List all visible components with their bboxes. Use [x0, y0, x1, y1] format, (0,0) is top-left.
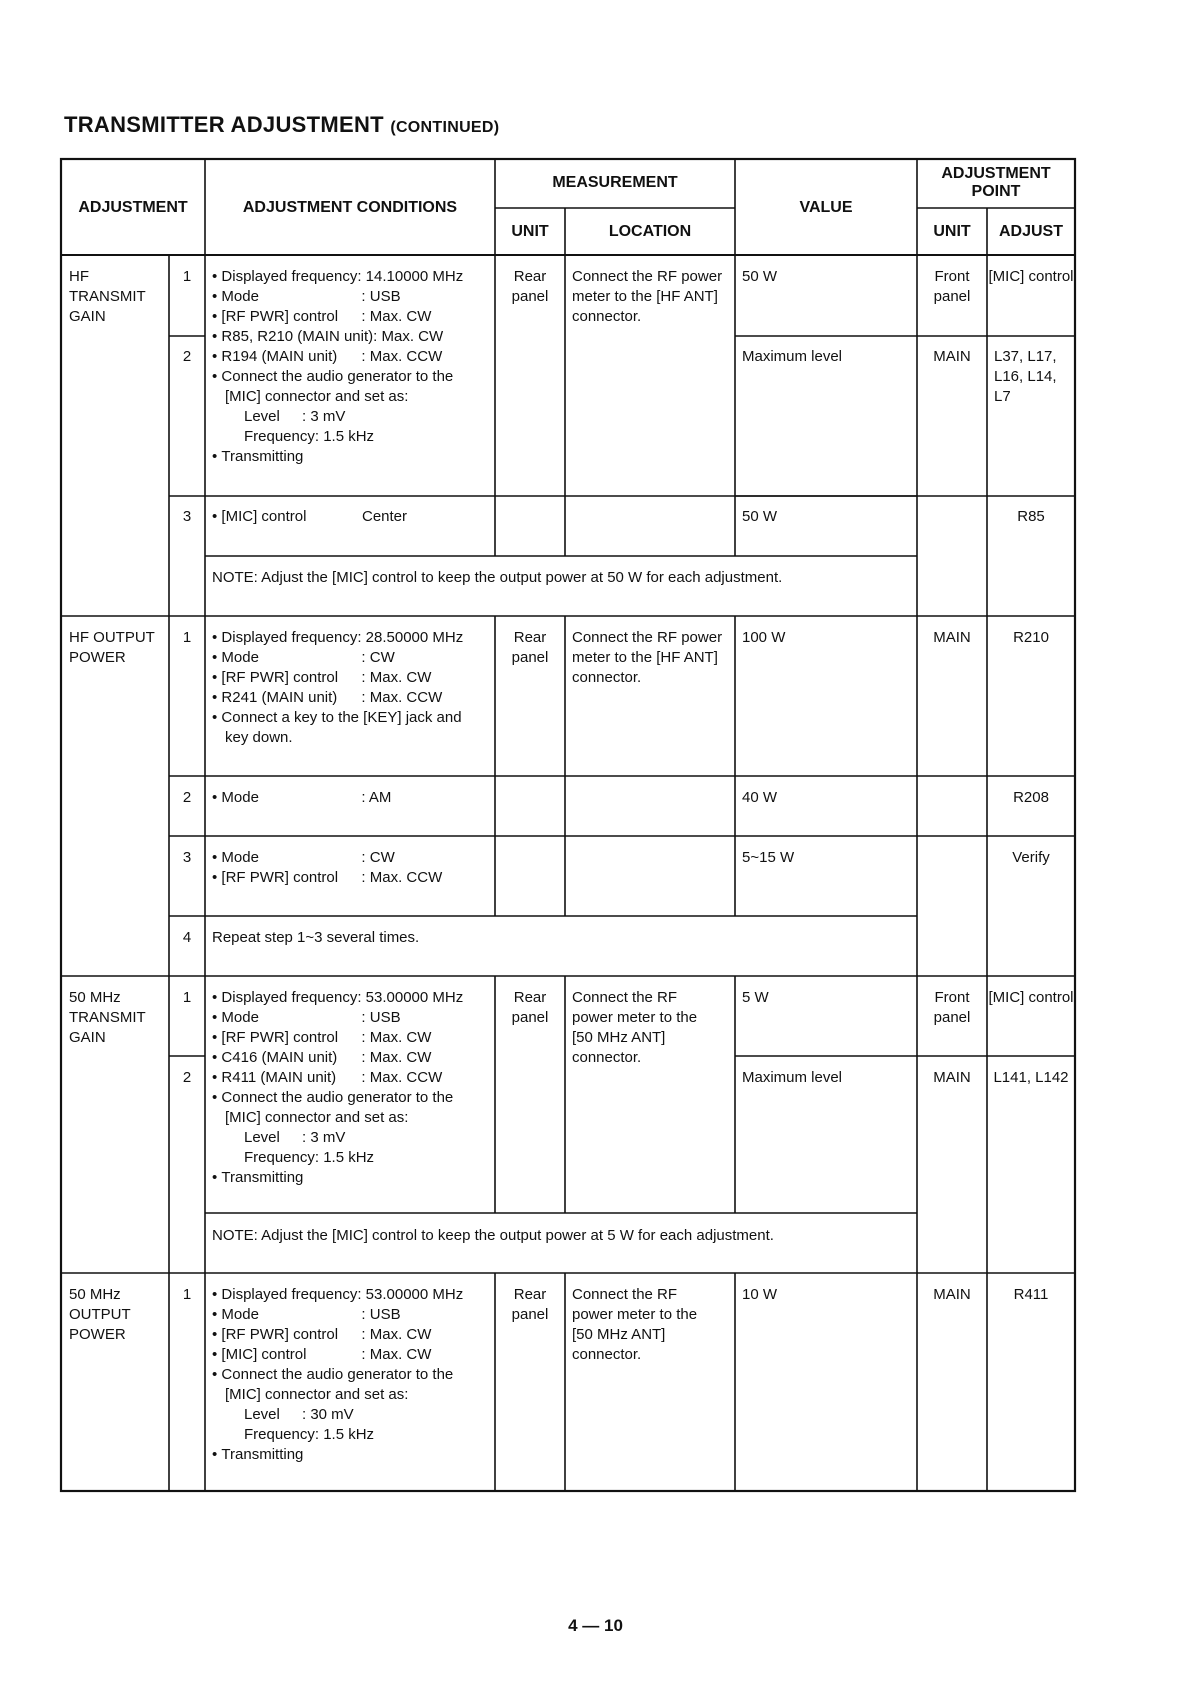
- mhz50-power-cond-rfpwr-value: : Max. CW: [361, 1326, 432, 1343]
- hf-gain-step-1: 1: [182, 268, 192, 285]
- hf-power-cond-r241-value: : Max. CCW: [361, 689, 443, 706]
- hf-gain-note: NOTE: Adjust the [MIC] control to keep the output power at 50 W for each adjustment.: [212, 569, 783, 586]
- mhz50-gain-cond-transmitting: • Transmitting: [212, 1168, 463, 1188]
- mhz50-gain-measure-unit: Rear panel: [511, 989, 549, 1026]
- hf-power-cond-rfpwr-label: [RF PWR] control: [221, 669, 339, 686]
- header-conditions: ADJUSTMENT CONDITIONS: [242, 199, 458, 216]
- hf-power-value-2: 40 W: [742, 789, 778, 806]
- mhz50-gain-cond-level-value: : 3 mV: [302, 1129, 346, 1146]
- hf-power-cond-freq: • Displayed frequency: 28.50000 MHz: [212, 628, 463, 648]
- mhz50-gain-cond-rfpwr-value: : Max. CW: [361, 1029, 432, 1046]
- mhz50-gain-cond-freq: • Displayed frequency: 53.00000 MHz: [212, 988, 463, 1008]
- header-adjust-unit: UNIT: [933, 223, 971, 240]
- hf-gain-adjust-1: [MIC] control: [988, 268, 1074, 285]
- hf-gain-step-3: 3: [182, 508, 192, 525]
- mhz50-gain-adjust-2: L141, L142: [993, 1069, 1069, 1086]
- hf-gain-adjust-3: R85: [1017, 508, 1045, 525]
- header-adjust: ADJUST: [998, 223, 1063, 240]
- header-measurement-unit: UNIT: [511, 223, 549, 240]
- header-adjustment-point: ADJUSTMENT POINT: [941, 165, 1051, 200]
- hf-power-cond-3-value-1: : CW: [361, 849, 395, 866]
- hf-power-cond-key: • Connect a key to the [KEY] jack and: [212, 708, 463, 728]
- hf-gain-cond-3: [212, 507, 407, 527]
- hf-power-cond-rfpwr-value: : Max. CW: [361, 669, 432, 686]
- hf-gain-name: HF TRANSMIT GAIN: [69, 268, 146, 325]
- mhz50-gain-step-1: 1: [182, 989, 192, 1006]
- mhz50-gain-measure-location: Connect the RF power meter to the [50 MHz ANT] connector.: [572, 989, 698, 1066]
- mhz50-power-measure-unit: Rear panel: [511, 1286, 549, 1323]
- mhz50-gain-step-2: 2: [182, 1069, 192, 1086]
- hf-power-cond-3-value-2: : Max. CCW: [361, 869, 443, 886]
- mhz50-power-cond-mic-label: [MIC] control: [221, 1346, 307, 1363]
- mhz50-gain-cond-r411-value: : Max. CCW: [361, 1069, 443, 1086]
- mhz50-gain-name: 50 MHz TRANSMIT GAIN: [69, 989, 146, 1046]
- hf-power-cond-2: [212, 788, 391, 808]
- mhz50-power-cond-connect: • Connect the audio generator to the: [212, 1365, 463, 1385]
- mhz50-power-name: 50 MHz OUTPUT POWER: [69, 1286, 131, 1343]
- mhz50-gain-cond-mode-label: Mode: [221, 1009, 259, 1026]
- hf-power-step-1: 1: [182, 629, 192, 646]
- mhz50-power-cond-connect-2: [MIC] connector and set as:: [225, 1386, 409, 1403]
- title-sub: (CONTINUED): [390, 119, 500, 136]
- mhz50-gain-cond-frequency: Frequency: 1.5 kHz: [244, 1149, 375, 1166]
- hf-gain-cond-mode-value: : USB: [361, 288, 401, 305]
- mhz50-gain-conditions: [212, 988, 463, 1188]
- hf-power-value-1: 100 W: [742, 629, 786, 646]
- hf-power-cond-mode-label: Mode: [221, 649, 259, 666]
- hf-gain-value-1: 50 W: [742, 268, 778, 285]
- hf-gain-cond-level-value: : 3 mV: [302, 408, 346, 425]
- hf-gain-value-2: Maximum level: [742, 348, 843, 365]
- hf-power-conditions: [212, 628, 463, 748]
- hf-power-cond-mode-value: : CW: [361, 649, 395, 666]
- hf-gain-cond-transmitting: • Transmitting: [212, 447, 463, 467]
- mhz50-gain-adjust-unit-1: Front panel: [933, 989, 971, 1026]
- header-measurement: MEASUREMENT: [552, 174, 678, 191]
- hf-gain-measure-unit: Rear panel: [511, 268, 549, 305]
- hf-power-measure-location: Connect the RF power meter to the [HF ANT] connector.: [572, 629, 723, 686]
- mhz50-gain-adjust-unit-2: MAIN: [933, 1069, 971, 1086]
- mhz50-gain-value-2: Maximum level: [742, 1069, 843, 1086]
- hf-power-name: HF OUTPUT POWER: [69, 629, 155, 666]
- hf-power-cond-4: Repeat step 1~3 several times.: [212, 929, 420, 946]
- hf-gain-conditions: [212, 267, 463, 467]
- mhz50-power-cond-freq: • Displayed frequency: 53.00000 MHz: [212, 1285, 463, 1305]
- hf-gain-cond-connect-2: [MIC] connector and set as:: [225, 388, 409, 405]
- header-value: VALUE: [799, 199, 853, 216]
- hf-power-adjust-1: R210: [1013, 629, 1049, 646]
- hf-power-cond-key-2: key down.: [225, 729, 293, 746]
- hf-gain-adjust-unit-2: MAIN: [933, 348, 971, 365]
- mhz50-gain-cond-c416-label: C416 (MAIN unit): [221, 1049, 338, 1066]
- hf-gain-cond-connect: • Connect the audio generator to the: [212, 367, 463, 387]
- hf-power-measure-unit: Rear panel: [511, 629, 549, 666]
- hf-power-step-3: 3: [182, 849, 192, 866]
- mhz50-power-cond-level-value: : 30 mV: [302, 1406, 354, 1423]
- hf-power-adjust-unit: MAIN: [933, 629, 971, 646]
- mhz50-power-cond-level-label: Level: [244, 1406, 280, 1423]
- header-measurement-location: LOCATION: [608, 223, 692, 240]
- hf-gain-cond-r194-value: : Max. CCW: [361, 348, 443, 365]
- title-main: TRANSMITTER ADJUSTMENT: [64, 112, 384, 137]
- mhz50-power-cond-mode-label: Mode: [221, 1306, 259, 1323]
- mhz50-power-value: 10 W: [742, 1286, 778, 1303]
- hf-power-step-4: 4: [182, 929, 192, 946]
- mhz50-gain-cond-r411-label: R411 (MAIN unit): [221, 1069, 337, 1086]
- hf-gain-cond-r194-label: R194 (MAIN unit): [221, 348, 338, 365]
- mhz50-power-adjust: R411: [1013, 1286, 1049, 1303]
- page-number: 4 — 10: [568, 1616, 623, 1635]
- mhz50-power-conditions: [212, 1285, 463, 1465]
- mhz50-gain-cond-connect: • Connect the audio generator to the: [212, 1088, 463, 1108]
- mhz50-gain-note: NOTE: Adjust the [MIC] control to keep the output power at 5 W for each adjustment.: [212, 1227, 774, 1244]
- hf-gain-measure-location: Connect the RF power meter to the [HF ANT] connector.: [572, 268, 723, 325]
- hf-gain-cond-rfpwr-value: : Max. CW: [361, 308, 432, 325]
- hf-gain-value-3: 50 W: [742, 508, 778, 525]
- hf-gain-cond-3-label: • [MIC] control: [212, 507, 362, 527]
- hf-power-cond-2-value: : AM: [361, 789, 392, 806]
- mhz50-power-cond-mode-value: : USB: [361, 1306, 401, 1323]
- mhz50-power-cond-frequency: Frequency: 1.5 kHz: [244, 1426, 375, 1443]
- header-adjustment: ADJUSTMENT: [78, 199, 188, 216]
- mhz50-power-adjust-unit: MAIN: [933, 1286, 971, 1303]
- hf-gain-cond-freq: • Displayed frequency: 14.10000 MHz: [212, 267, 463, 287]
- hf-gain-cond-rfpwr-label: [RF PWR] control: [221, 308, 339, 325]
- hf-power-cond-2-label: Mode: [221, 789, 259, 806]
- mhz50-gain-value-1: 5 W: [742, 989, 769, 1006]
- mhz50-gain-cond-c416-value: : Max. CW: [361, 1049, 432, 1066]
- mhz50-power-cond-rfpwr-label: [RF PWR] control: [221, 1326, 339, 1343]
- hf-gain-step-2: 2: [182, 348, 192, 365]
- mhz50-power-cond-transmitting: • Transmitting: [212, 1445, 463, 1465]
- mhz50-gain-cond-connect-2: [MIC] connector and set as:: [225, 1109, 409, 1126]
- hf-power-step-2: 2: [182, 789, 192, 806]
- hf-gain-adjust-2: L37, L17, L16, L14, L7: [994, 348, 1057, 405]
- mhz50-gain-cond-rfpwr-label: [RF PWR] control: [221, 1029, 339, 1046]
- mhz50-gain-adjust-1: [MIC] control: [988, 989, 1074, 1006]
- mhz50-gain-cond-level-label: Level: [244, 1129, 280, 1146]
- hf-power-adjust-3: Verify: [1012, 849, 1050, 866]
- mhz50-power-step-1: 1: [182, 1286, 192, 1303]
- hf-gain-cond-mode-label: Mode: [221, 288, 259, 305]
- hf-gain-cond-r85: • R85, R210 (MAIN unit): Max. CW: [212, 327, 463, 347]
- mhz50-gain-cond-mode-value: : USB: [361, 1009, 401, 1026]
- hf-gain-cond-3-value: Center: [362, 508, 408, 525]
- hf-gain-cond-frequency: Frequency: 1.5 kHz: [244, 428, 375, 445]
- mhz50-power-measure-location: Connect the RF power meter to the [50 MHz ANT] connector.: [572, 1286, 698, 1363]
- hf-power-cond-3-label-2: [RF PWR] control: [221, 869, 339, 886]
- hf-gain-cond-level-label: Level: [244, 408, 280, 425]
- hf-gain-adjust-unit-1: Front panel: [933, 268, 971, 305]
- hf-power-cond-3-label-1: Mode: [221, 849, 259, 866]
- hf-power-cond-3: [212, 848, 442, 888]
- hf-power-value-3: 5~15 W: [742, 849, 795, 866]
- mhz50-power-cond-mic-value: : Max. CW: [361, 1346, 432, 1363]
- hf-power-cond-r241-label: R241 (MAIN unit): [221, 689, 338, 706]
- hf-power-adjust-2: R208: [1013, 789, 1049, 806]
